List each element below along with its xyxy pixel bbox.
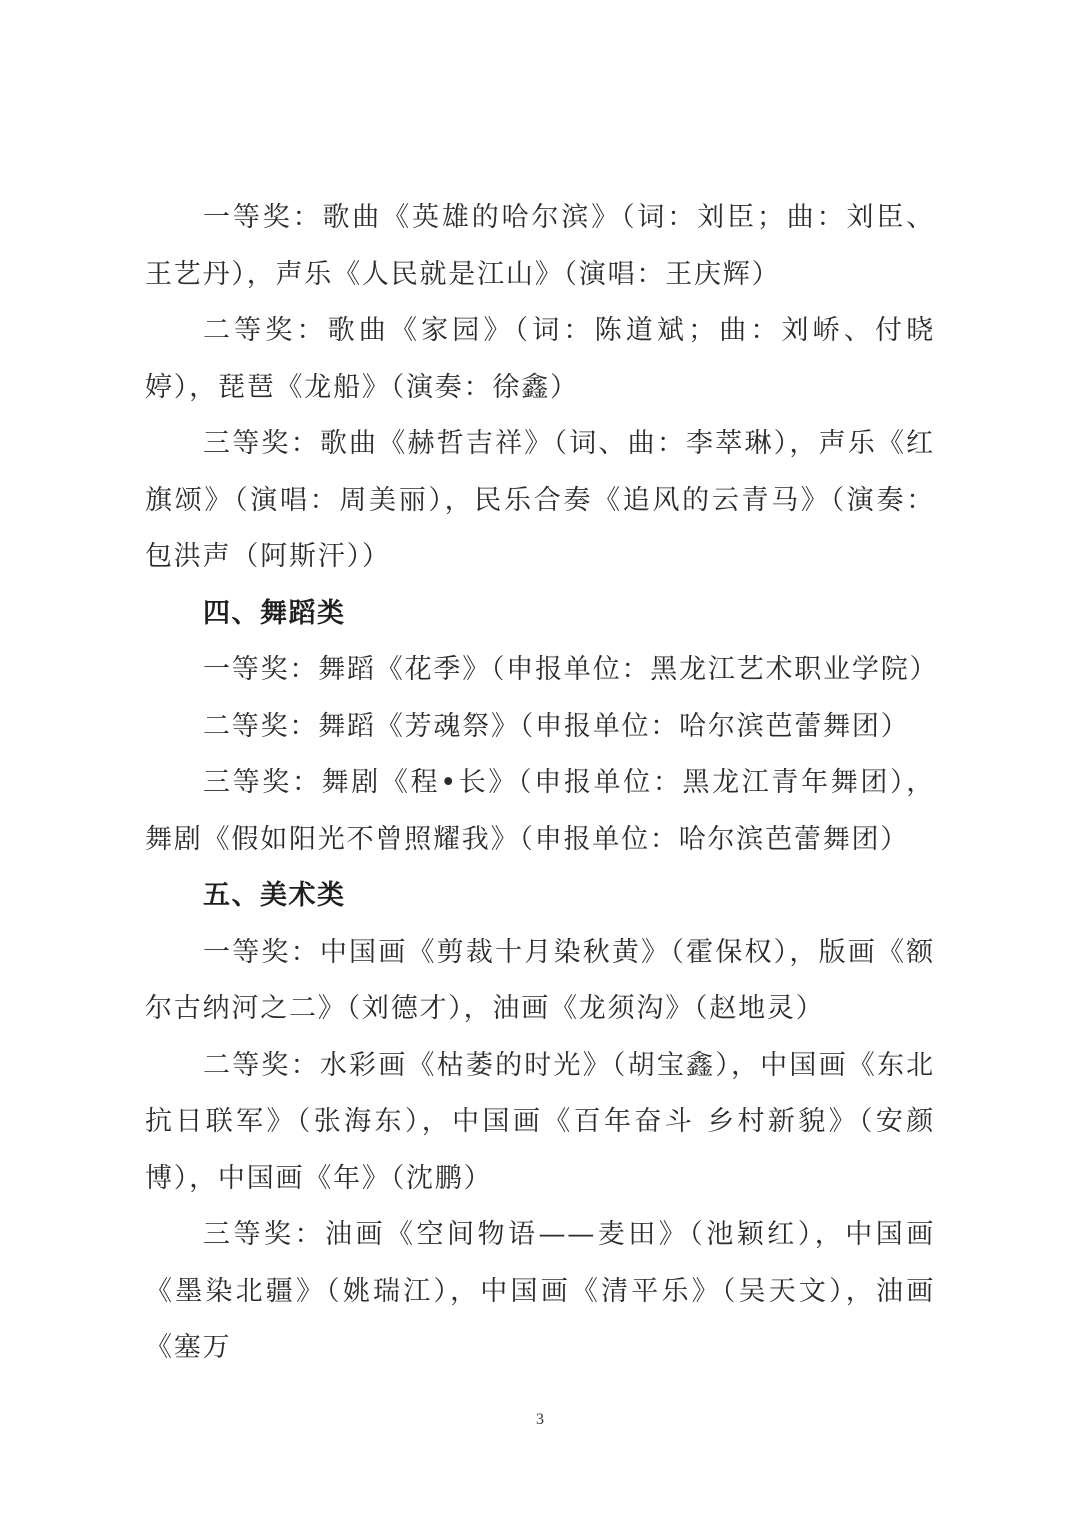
art-second-prize-paragraph: 二等奖：水彩画《枯萎的时光》（胡宝鑫），中国画《东北抗日联军》（张海东），中国画《百年奋斗 乡村新貌》（安颜博），中国画《年》（沈鹏） <box>145 1049 935 1194</box>
dance-second-prize-paragraph: 二等奖：舞蹈《芳魂祭》（申报单位：哈尔滨芭蕾舞团） <box>203 710 910 742</box>
art-section-heading: 五、美术类 <box>203 880 346 911</box>
art-section <box>145 868 935 1377</box>
music-first-prize-paragraph: 一等奖：歌曲《英雄的哈尔滨》（词：刘臣；曲：刘臣、王艺丹），声乐《人民就是江山》（演唱：王庆辉） <box>145 202 935 290</box>
music-second-prize-paragraph: 二等奖：歌曲《家园》（词：陈道斌；曲：刘峤、付晓婷），琵琶《龙船》（演奏：徐鑫） <box>145 315 935 403</box>
dance-section <box>145 586 939 869</box>
dance-section-heading: 四、舞蹈类 <box>203 597 346 629</box>
art-first-prize-paragraph: 一等奖：中国画《剪裁十月染秋黄》（霍保权），版画《额尔古纳河之二》（刘德才），油画《龙须沟》（赵地灵） <box>145 936 935 1024</box>
art-third-prize-paragraph: 三等奖：油画《空间物语——麦田》（池颖红），中国画《墨染北疆》（姚瑞江），中国画《清平乐》（吴天文），油画《塞万 <box>145 1219 935 1363</box>
document-body <box>145 190 939 1377</box>
music-third-prize-paragraph: 三等奖：歌曲《赫哲吉祥》（词、曲：李萃琳），声乐《红旗颂》（演唱：周美丽），民乐合奏《追风的云青马》（演奏：包洪声（阿斯汗）） <box>145 428 935 572</box>
dance-first-prize-paragraph: 一等奖：舞蹈《花季》（申报单位：黑龙江艺术职业学院） <box>203 654 939 685</box>
page-number: 3 <box>536 1411 544 1428</box>
dance-third-prize-paragraph: 三等奖：舞剧《程•长》（申报单位：黑龙江青年舞团），舞剧《假如阳光不曾照耀我》（申报单位：哈尔滨芭蕾舞团） <box>145 767 935 855</box>
